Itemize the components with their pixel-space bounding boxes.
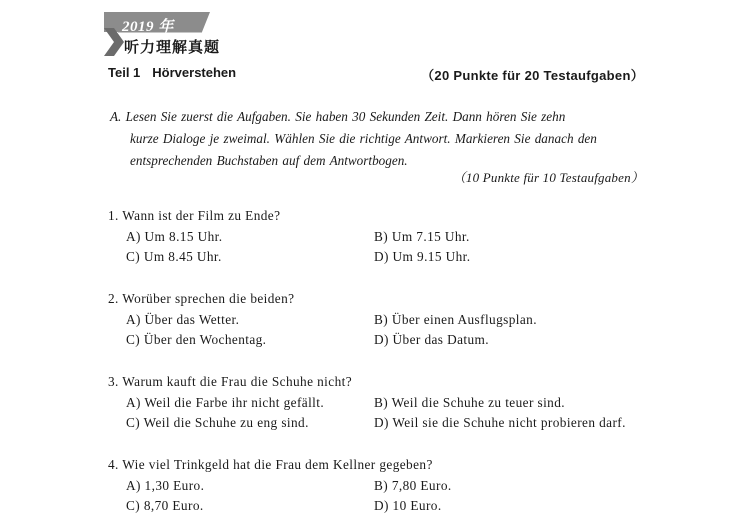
- option-b: B) Weil die Schuhe zu teuer sind.: [374, 395, 565, 410]
- option-a: A) Über das Wetter.: [126, 312, 240, 327]
- option-a: A) Um 8.15 Uhr.: [126, 229, 223, 244]
- instruction-line-3: entsprechenden Buchstaben auf dem Antwortbogen.: [130, 153, 408, 168]
- option-a: A) Weil die Farbe ihr nicht gefällt.: [126, 395, 325, 410]
- teil-label: Teil 1: [108, 65, 141, 80]
- question-text: 1. Wann ist der Film zu Ende?: [108, 208, 281, 223]
- instruction-line-1: A. Lesen Sie zuerst die Aufgaben. Sie haben 30 Sekunden Zeit. Dann hören Sie zehn: [110, 109, 566, 124]
- teil-title: [108, 65, 236, 80]
- option-b: B) Über einen Ausflugsplan.: [374, 312, 537, 327]
- teil-heading: [108, 65, 644, 83]
- option-b: B) 7,80 Euro.: [374, 478, 452, 493]
- instruction-points: （10 Punkte für 10 Testaufgaben）: [452, 170, 644, 185]
- option-d: D) Um 9.15 Uhr.: [374, 249, 471, 264]
- teil-name: Hörverstehen: [152, 65, 237, 80]
- option-b: B) Um 7.15 Uhr.: [374, 229, 470, 244]
- option-c: C) Um 8.45 Uhr.: [126, 249, 222, 264]
- section-badge: [104, 12, 324, 62]
- option-d: D) 10 Euro.: [374, 498, 442, 513]
- teil-points: （20 Punkte für 20 Testaufgaben）: [421, 68, 644, 83]
- section-title: 听力理解真题: [124, 38, 221, 56]
- option-a: A) 1,30 Euro.: [126, 478, 205, 493]
- question-text: 2. Worüber sprechen die beiden?: [108, 291, 295, 306]
- year-label: 2019 年: [122, 19, 174, 35]
- option-d: D) Weil sie die Schuhe nicht probieren darf.: [374, 415, 626, 430]
- option-c: C) Weil die Schuhe zu eng sind.: [126, 415, 309, 430]
- question-text: 4. Wie viel Trinkgeld hat die Frau dem Kellner gegeben?: [108, 457, 433, 472]
- question-text: 3. Warum kauft die Frau die Schuhe nicht?: [108, 374, 353, 389]
- instruction-line-2: kurze Dialoge je zweimal. Wählen Sie die richtige Antwort. Markieren Sie danach den: [130, 131, 597, 146]
- option-c: C) 8,70 Euro.: [126, 498, 204, 513]
- option-c: C) Über den Wochentag.: [126, 332, 267, 347]
- option-d: D) Über das Datum.: [374, 332, 490, 347]
